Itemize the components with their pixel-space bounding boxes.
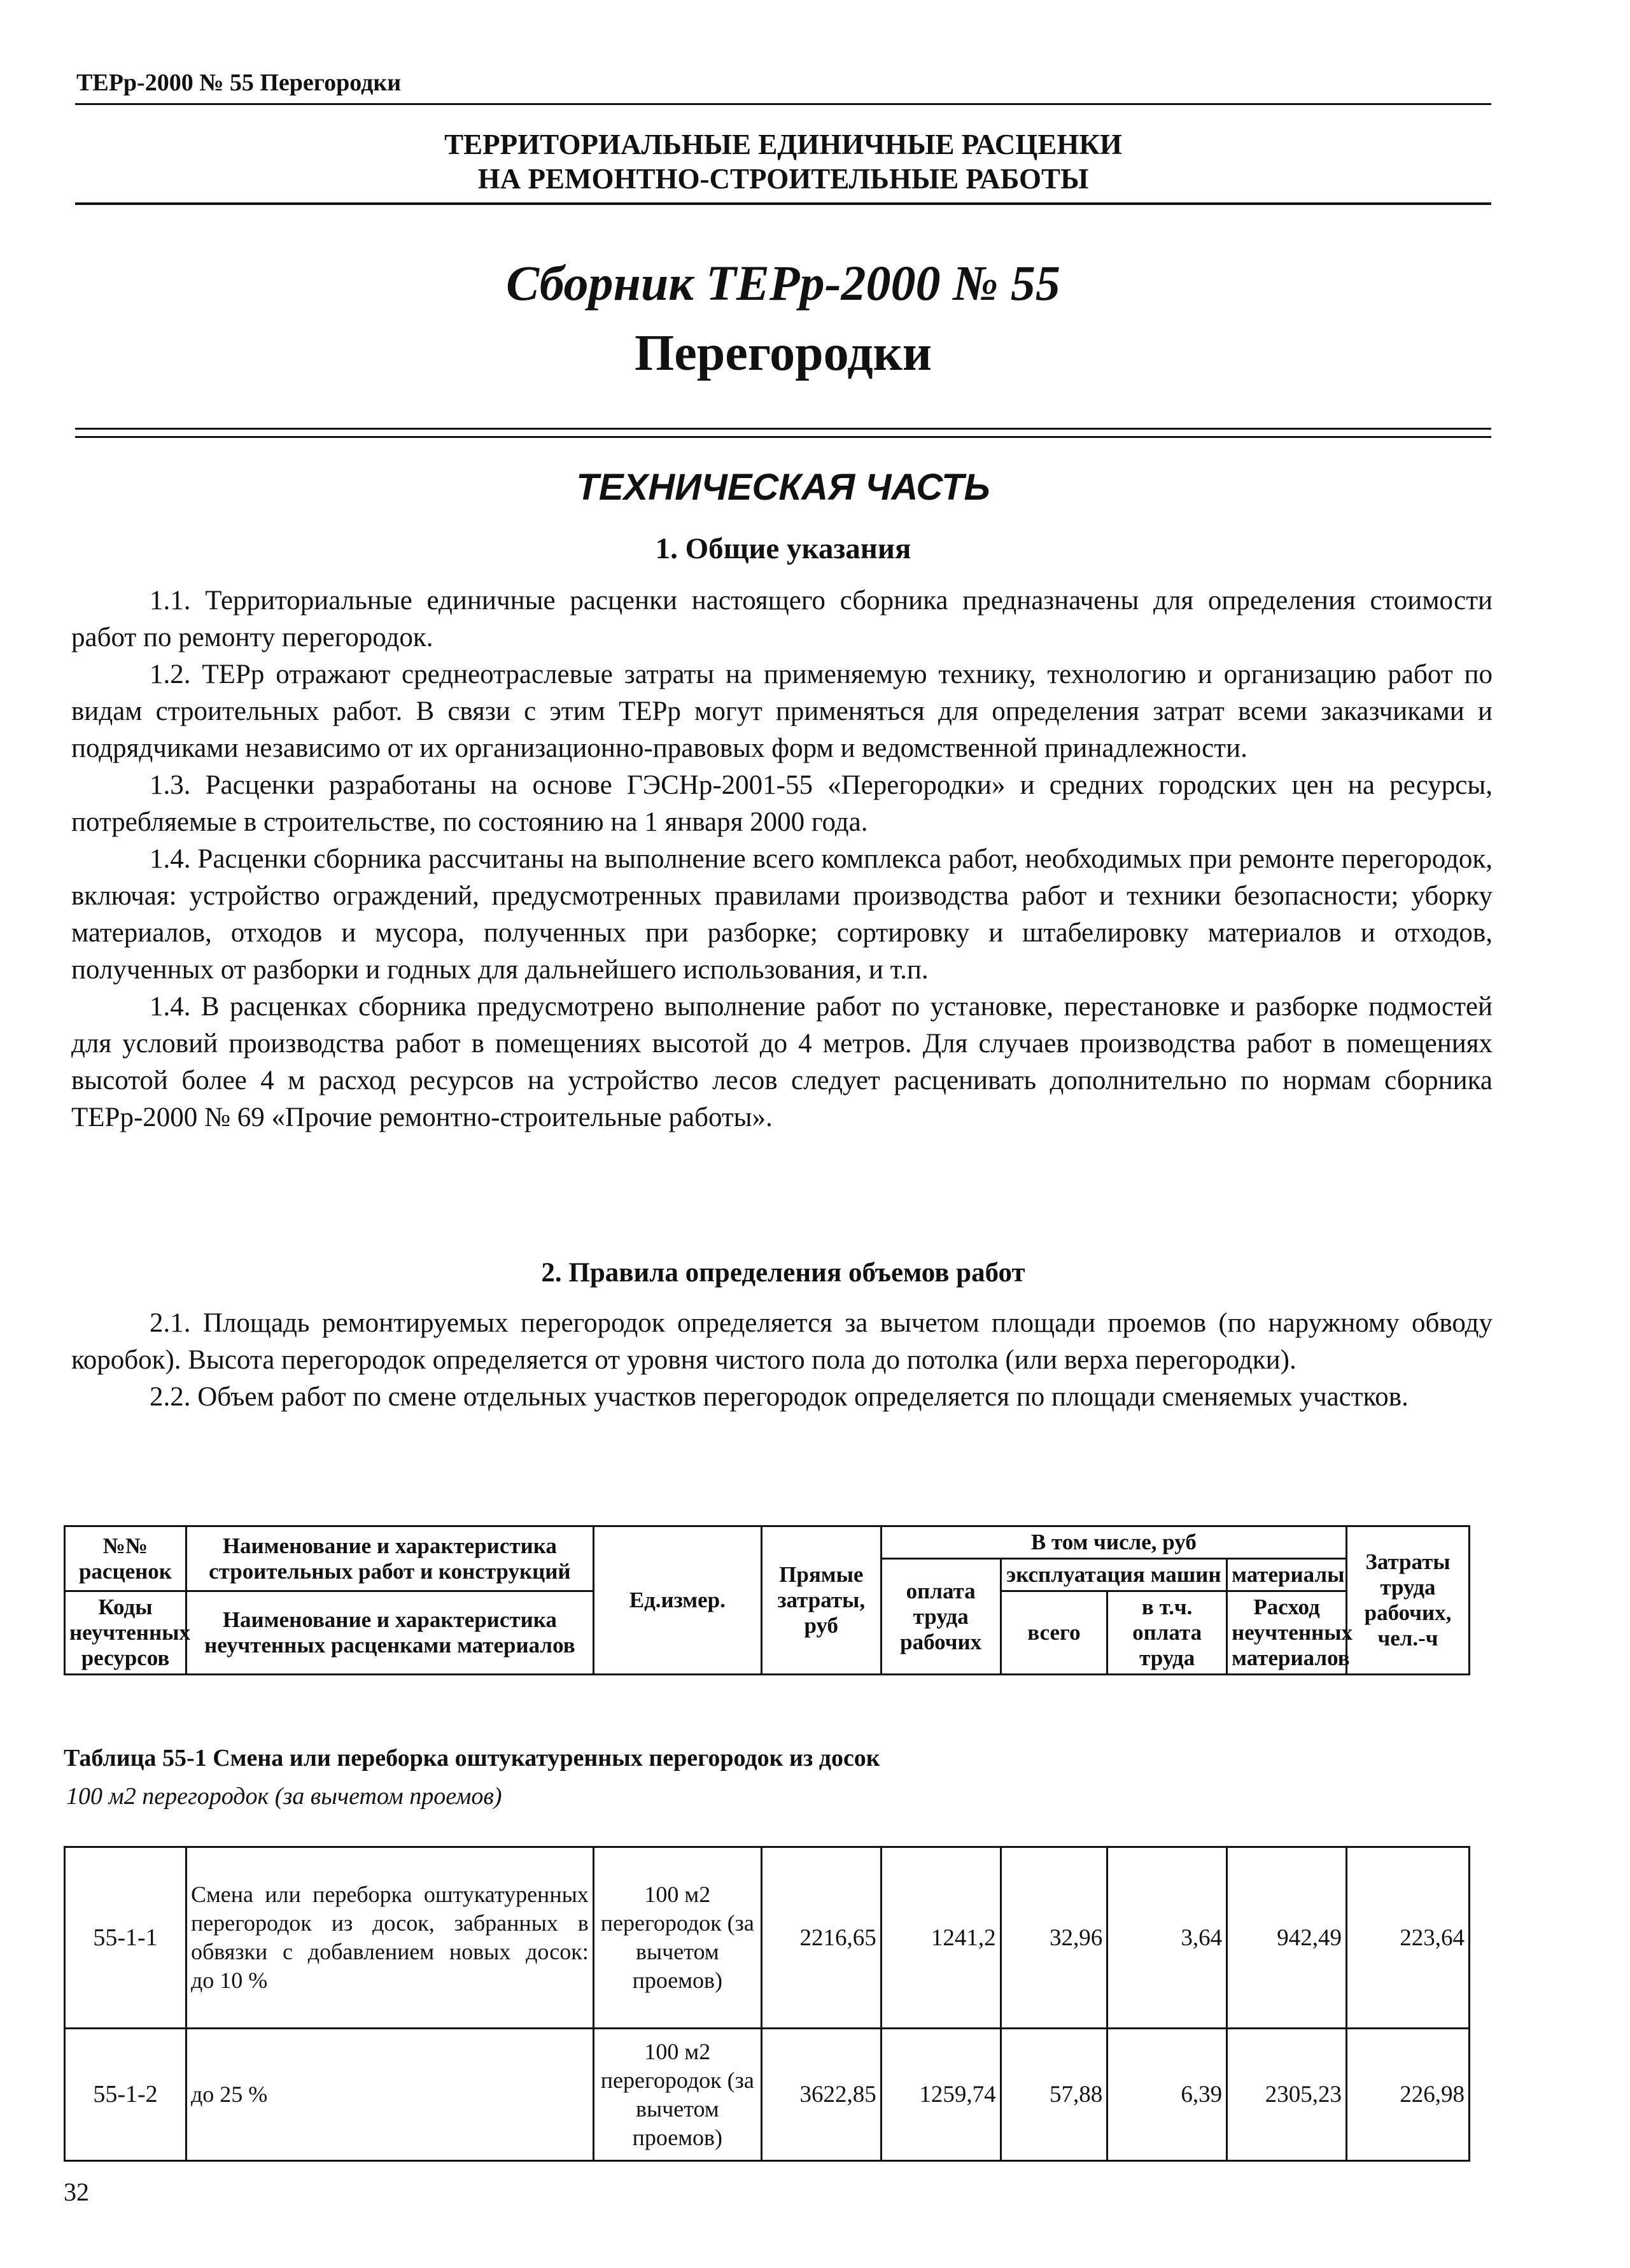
section1-text [71,582,1493,1136]
divider [75,202,1491,205]
cell-name-tail: до 10 % [190,1968,268,1993]
section1-heading: 1. Общие указания [655,532,911,565]
cell-labor-pay: 1241,2 [881,1847,1001,2029]
cell-name [186,1847,593,2029]
cell-unit: 100 м2 перегородок (за вычетом проемов) [593,1847,761,2029]
paragraph: 1.3. Расценки разработаны на основе ГЭСНр-2001-55 «Перегородки» и средних городских цен на ресурсы, потребляемые в строительстве, по состоянию на 1 января 2000 года. [71,770,1493,837]
paragraph: 2.2. Объем работ по смене отдельных участков перегородок определяется по площади сменяемых участков. [150,1382,1409,1412]
paragraph: 1.4. Расценки сборника рассчитаны на выполнение всего комплекса работ, необходимых при ремонте перегородок, включая: устройство ограждений, предусмотренных правилами производства работ и техники безопасности; уборку материалов, отходов и мусора, полученных при разборке; сортировку и штабелировку материалов и отходов, полученных от разборки и годных для дальнейшего использования, и т.п. [71,844,1493,985]
cell-labor-cost: 223,64 [1346,1847,1469,2029]
paragraph: 2.1. Площадь ремонтируемых перегородок определяется за вычетом площади проемов (по наружному обводу коробок). Высота перегородок определяется от уровня чистого пола до потолка (или верха перегородки). [71,1308,1493,1375]
cell-machines-total: 32,96 [1001,1847,1107,2029]
header-title [75,127,1491,196]
header-cell-materials: материалы [1227,1559,1347,1591]
paragraph: 1.1. Территориальные единичные расценки настоящего сборника предназначены для определения стоимости работ по ремонту перегородок. [71,586,1493,652]
header-cell-machines-labor: в т.ч. оплата труда [1107,1591,1227,1675]
cell-direct: 3622,85 [761,2029,881,2161]
header-title-line1: ТЕРРИТОРИАЛЬНЫЕ ЕДИНИЧНЫЕ РАСЦЕНКИ [444,129,1122,160]
header-cell-direct: Прямые затраты, руб [761,1526,881,1675]
collection-title: Сборник ТЕРр-2000 № 55 [506,255,1060,311]
cell-name: до 25 % [186,2029,593,2161]
page-number: 32 [64,2178,89,2206]
paragraph: 1.4. В расценках сборника предусмотрено выполнение работ по установке, перестановке и разборке подмостей для условий производства работ в помещениях высотой до 4 метров. Для случаев производства работ в помещениях высотой более 4 м расход ресурсов на устройство лесов следует расценивать дополнительно по нормам сборника ТЕРр-2000 № 69 «Прочие ремонтно-строительные работы». [71,992,1493,1132]
header-cell-materials-sub: Расход неучтенных материалов [1227,1591,1347,1675]
table-header [64,1525,1470,1675]
header-cell-codes-sub: Коды неучтенных ресурсов [65,1591,186,1675]
cell-code: 55-1-1 [65,1847,186,2029]
cell-machines-labor: 3,64 [1107,1847,1227,2029]
cell-name-text: Смена или переборка оштукатуренных перегородок из досок, забранных в обвязки с добавлением новых досок: [190,1882,589,1964]
header-cell-name: Наименование и характеристика строительных работ и конструкций [186,1526,593,1591]
cell-materials: 2305,23 [1227,2029,1347,2161]
header-cell-labor-cost: Затраты труда рабочих, чел.-ч [1347,1526,1470,1675]
cell-labor-pay: 1259,74 [881,2029,1001,2161]
section2-text [71,1305,1493,1416]
header-cell-machines: эксплуатация машин [1001,1559,1226,1591]
cell-materials: 942,49 [1227,1847,1347,2029]
header-cell-machines-total: всего [1001,1591,1107,1675]
header-cell-labor-pay: оплата труда рабочих [881,1559,1001,1675]
paragraph: 1.2. ТЕРр отражают среднеотраслевые затраты на применяемую технику, технологию и организацию работ по видам строительных работ. В связи с этим ТЕРр могут применяться для определения затрат всеми заказчиками и подрядчиками независимо от их организационно-правовых форм и ведомственной принадлежности. [71,659,1493,763]
cell-machines-labor: 6,39 [1107,2029,1227,2161]
table-caption: Таблица 55-1 Смена или переборка оштукатуренных перегородок из досок [64,1745,880,1771]
cell-machines-total: 57,88 [1001,2029,1107,2161]
cell-unit: 100 м2 перегородок (за вычетом проемов) [593,2029,761,2161]
table-row [65,1847,1470,2029]
header-cell-name-sub: Наименование и характеристика неучтенных расценками материалов [186,1591,593,1675]
cell-labor-cost: 226,98 [1346,2029,1469,2161]
header-cell-including: В том числе, руб [881,1526,1346,1559]
data-table [64,1846,1470,2162]
technical-part-heading: ТЕХНИЧЕСКАЯ ЧАСТЬ [576,467,990,508]
table-unit: 100 м2 перегородок (за вычетом проемов) [66,1783,502,1810]
divider [75,103,1491,105]
header-cell-unit: Ед.измер. [593,1526,761,1675]
double-divider [75,428,1491,438]
table-row [65,2029,1470,2161]
collection-subtitle: Перегородки [635,325,932,381]
cell-direct: 2216,65 [761,1847,881,2029]
cell-code: 55-1-2 [65,2029,186,2161]
header-title-line2: НА РЕМОНТНО-СТРОИТЕЛЬНЫЕ РАБОТЫ [477,163,1089,195]
running-head: ТЕРр-2000 № 55 Перегородки [76,69,402,96]
header-cell-codes: №№ расценок [65,1526,186,1591]
section2-heading: 2. Правила определения объемов работ [541,1258,1025,1288]
